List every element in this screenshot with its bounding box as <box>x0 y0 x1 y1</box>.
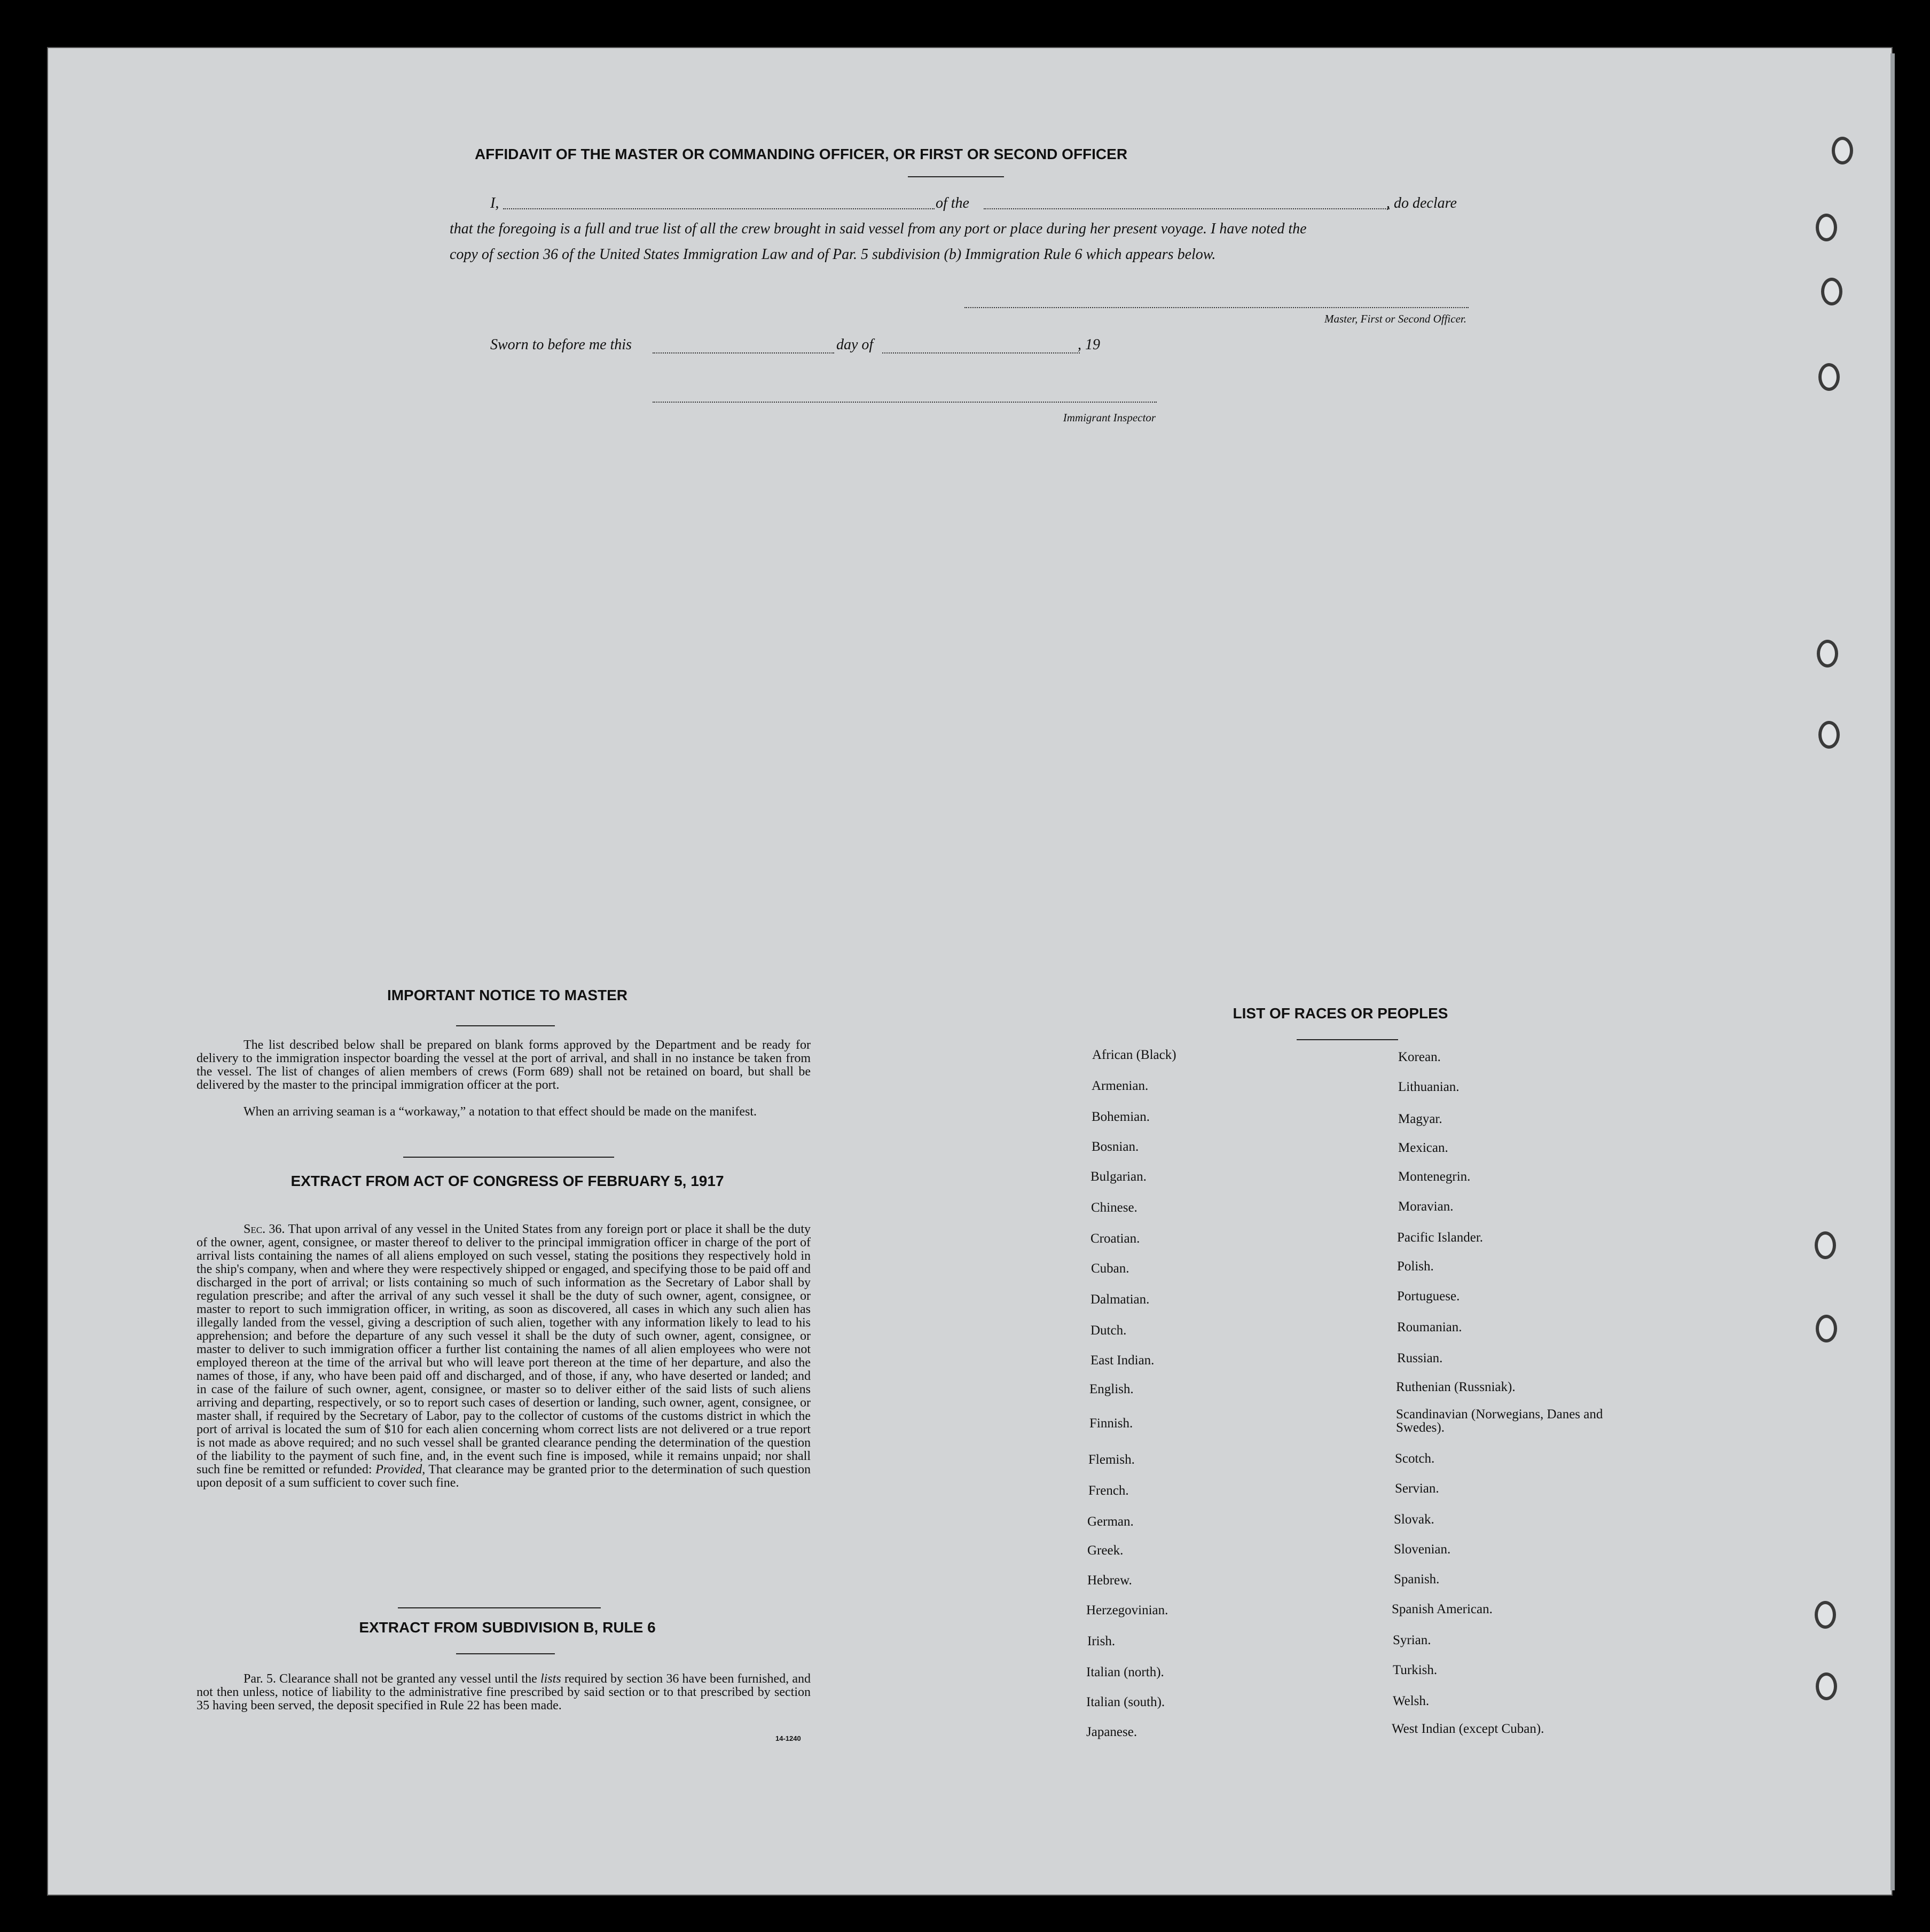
form-page <box>47 47 1893 1896</box>
rule-text-1: Par. 5. Clearance shall not be granted any vessel until the <box>244 1672 537 1686</box>
race-item: Scandinavian (Norwegians, Danes and Swedes). <box>1396 1407 1603 1435</box>
race-item: Cuban. <box>1091 1261 1129 1276</box>
race-item: Greek. <box>1087 1543 1124 1558</box>
sworn-month-field[interactable] <box>882 352 1080 354</box>
race-item: Portuguese. <box>1397 1289 1460 1303</box>
binder-hole <box>1821 278 1842 305</box>
divider <box>398 1607 601 1608</box>
race-item: Mexican. <box>1398 1141 1448 1155</box>
master-signature-field[interactable] <box>964 307 1469 308</box>
vessel-field[interactable] <box>984 208 1390 209</box>
race-item: Turkish. <box>1393 1663 1438 1677</box>
divider <box>403 1157 614 1158</box>
races-title: LIST OF RACES OR PEOPLES <box>1233 1005 1448 1022</box>
race-item: Armenian. <box>1092 1079 1149 1093</box>
binder-hole <box>1818 721 1840 749</box>
affidavit-line3: copy of section 36 of the United States Immigration Law and of Par. 5 subdivision (b) Immigration Rule 6 which appears below. <box>450 246 1216 263</box>
race-item: Korean. <box>1398 1050 1441 1064</box>
act-extract-body <box>197 1223 811 1490</box>
race-item: West Indian (except Cuban). <box>1392 1722 1544 1736</box>
race-item: Flemish. <box>1088 1452 1135 1467</box>
affidavit-line2: that the foregoing is a full and true list of all the crew brought in said vessel from any port or place during her present voyage. I have noted the <box>450 221 1307 237</box>
race-item: Spanish American. <box>1392 1602 1493 1616</box>
notice-title: IMPORTANT NOTICE TO MASTER <box>387 987 628 1003</box>
binder-hole <box>1832 137 1853 164</box>
race-item: Slovenian. <box>1394 1542 1451 1557</box>
form-number: 14-1240 <box>775 1734 801 1742</box>
page-edge <box>1890 53 1895 1890</box>
sworn-year: , 19 <box>1078 336 1100 353</box>
rule-extract-title: EXTRACT FROM SUBDIVISION B, RULE 6 <box>359 1619 656 1636</box>
affidavit-line1-suffix: , do declare <box>1386 195 1457 211</box>
race-item: English. <box>1089 1382 1134 1396</box>
race-item: Bohemian. <box>1092 1110 1150 1124</box>
race-item: Spanish. <box>1394 1572 1440 1587</box>
race-item: Welsh. <box>1393 1694 1430 1708</box>
rule-text-emph: lists <box>540 1672 561 1686</box>
binder-hole <box>1816 1315 1837 1342</box>
divider <box>908 176 1004 177</box>
master-signature-label: Master, First or Second Officer. <box>1324 312 1466 325</box>
race-item: Herzegovinian. <box>1086 1603 1168 1617</box>
race-item: Magyar. <box>1398 1112 1442 1126</box>
race-item: Italian (south). <box>1086 1695 1165 1709</box>
notice-paragraph-1: The list described below shall be prepared on blank forms approved by the Department and be ready for delivery to the immigration inspector boarding the vessel at the port of arrival, and shall in no instance be taken from the vessel. The list of changes of alien members of crews (Form 689) shall not be retained on board, but shall be delivered by the master to the principal immigration officer at the port. <box>197 1038 811 1092</box>
race-item: Hebrew. <box>1087 1573 1132 1588</box>
name-field[interactable] <box>503 208 935 209</box>
race-item: Irish. <box>1087 1634 1116 1648</box>
race-item: Croatian. <box>1090 1231 1140 1246</box>
divider <box>456 1025 555 1026</box>
race-item: Montenegrin. <box>1398 1169 1471 1184</box>
race-item: Ruthenian (Russniak). <box>1396 1380 1516 1394</box>
race-item: Bulgarian. <box>1090 1169 1147 1184</box>
race-item: Polish. <box>1397 1259 1434 1274</box>
race-item: Moravian. <box>1398 1199 1454 1214</box>
binder-hole <box>1818 363 1840 391</box>
affidavit-line1-prefix: I, <box>490 195 499 211</box>
binder-hole <box>1815 1231 1836 1259</box>
race-item: Lithuanian. <box>1398 1080 1460 1094</box>
binder-hole <box>1817 640 1838 667</box>
binder-hole <box>1816 1672 1837 1700</box>
race-item: Bosnian. <box>1092 1140 1139 1154</box>
race-item: Scotch. <box>1395 1451 1435 1466</box>
affidavit-line1-middle: of the <box>936 195 969 211</box>
race-item: Servian. <box>1395 1481 1439 1496</box>
race-item: Syrian. <box>1393 1633 1431 1647</box>
act-text: That upon arrival of any vessel in the United States from any foreign port or place it shall be the duty of the owner, agent, consignee, or master thereof to deliver to the principal immigration officer in charge of the port of arrival lists containing the names of all aliens employed on such vessel, stating the positions they respectively hold in the ship's company, when and where they were respectively shipped or engaged, and specifying those to be paid off and discharged in the port of arrival; or lists containing so much of such information as the Secretary of Labor shall by regulation prescribe; and after the arrival of any such vessel it shall be the duty of such owner, agent, consignee, or master to report to such immigration officer, in writing, as soon as discovered, all cases in which any such alien has illegally landed from the vessel, giving a description of such alien, together with any information likely to lead to his apprehension; and before the departure of any such vessel it shall be the duty of such owner, agent, consignee, or master to deliver to such immigration officer a further list containing the names of all alien employees who were not employed thereon at the time of the arrival but who will leave port thereon at the time of her departure, and also the names of those, if any, who have been paid off and discharged, and of those, if any, who have deserted or landed; and in case of the failure of such owner, agent, consignee, or master so to deliver either of the said lists of such aliens arriving and departing, respectively, or so to report such cases of desertion or landing, such owner, agent, consignee, or master shall, if required by the Secretary of Labor, pay to the collector of customs of the customs district in which the port of arrival is located the sum of $10 for each alien concerning whom correct lists are not delivered or a true report is not made as above required; and no such vessel shall be granted clearance pending the determination of the question of the liability to the payment of such fine, and, in the event such fine is imposed, while it remains unpaid; nor shall such fine be remitted or refunded: <box>197 1222 811 1477</box>
sec-label: Sec. 36. <box>244 1222 285 1236</box>
inspector-signature-field[interactable] <box>653 402 1157 403</box>
affidavit-title: AFFIDAVIT OF THE MASTER OR COMMANDING OFFICER, OR FIRST OR SECOND OFFICER <box>474 146 1128 162</box>
race-item: Russian. <box>1397 1351 1443 1365</box>
proviso-text: That clearance may be granted prior to the determination of such question upon deposit of a sum sufficient to cover such fine. <box>197 1463 811 1490</box>
race-item: French. <box>1088 1483 1129 1498</box>
race-item: Dalmatian. <box>1090 1292 1150 1307</box>
notice-paragraph-2: When an arriving seaman is a “workaway,” a notation to that effect should be made on the manifest. <box>244 1105 757 1119</box>
race-item: Finnish. <box>1089 1416 1133 1431</box>
proviso-label: Provided, <box>375 1463 426 1477</box>
act-extract-title: EXTRACT FROM ACT OF CONGRESS OF FEBRUARY 5, 1917 <box>291 1173 724 1189</box>
sworn-middle: day of <box>836 336 874 353</box>
divider <box>1297 1039 1398 1040</box>
race-item: Italian (north). <box>1086 1665 1164 1679</box>
race-item: German. <box>1087 1514 1134 1529</box>
race-item: Chinese. <box>1091 1200 1137 1215</box>
sworn-prefix: Sworn to before me this <box>490 336 632 353</box>
race-item: Dutch. <box>1090 1323 1127 1338</box>
inspector-label: Immigrant Inspector <box>1063 411 1156 424</box>
race-item: Slovak. <box>1394 1512 1434 1527</box>
race-item: Roumanian. <box>1397 1320 1462 1334</box>
binder-hole <box>1815 1601 1836 1629</box>
race-item: East Indian. <box>1090 1353 1155 1368</box>
race-item: African (Black) <box>1092 1048 1176 1062</box>
divider <box>456 1653 555 1654</box>
binder-hole <box>1816 214 1837 241</box>
rule-extract-body <box>197 1672 811 1713</box>
race-item: Japanese. <box>1086 1725 1137 1739</box>
race-item: Pacific Islander. <box>1397 1230 1484 1245</box>
sworn-day-field[interactable] <box>653 352 834 354</box>
rule-text-2: required by section 36 have been furnished, and not then unless, notice of liability to the administrative fine prescribed by said section or to that prescribed by section 35 having been served, the deposit specified in Rule 22 has been made. <box>197 1672 811 1713</box>
